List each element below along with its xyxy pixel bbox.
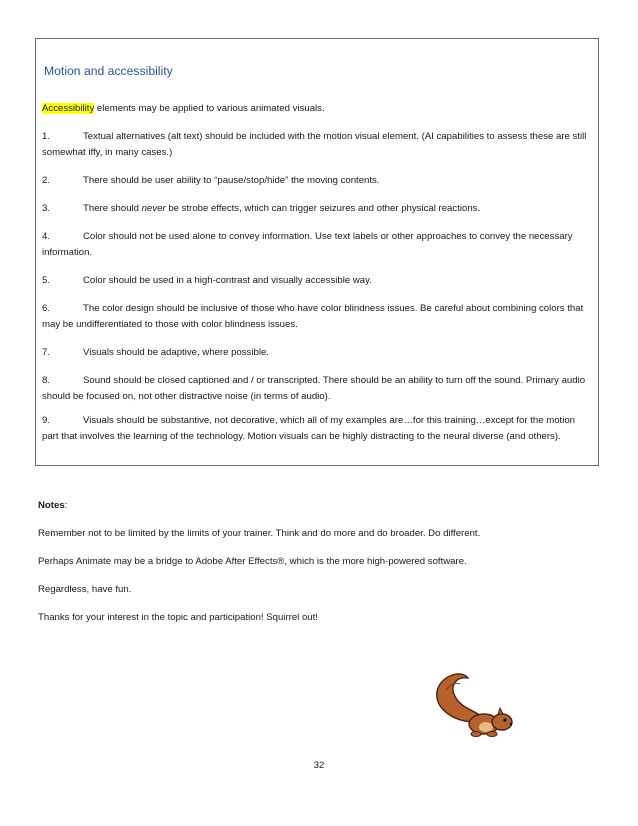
item-number: 2.	[42, 175, 51, 186]
squirrel-icon	[428, 664, 518, 744]
intro-paragraph	[42, 101, 594, 117]
notes-line-3: Regardless, have fun.	[38, 584, 132, 595]
highlighted-term: Accessibility	[42, 103, 95, 114]
intro-text: elements may be applied to various animated visuals.	[94, 103, 325, 114]
item-text-emphasis: never	[141, 203, 166, 214]
list-item-1	[42, 129, 594, 161]
item-text: Sound should be closed captioned and / or transcripted. There should be an ability to turn off the sound. Primary audio should be focused on, not other distractive noise (in terms of audio).	[42, 375, 586, 402]
list-item-6	[42, 301, 594, 333]
list-item-4	[42, 229, 594, 261]
list-item-9	[42, 413, 594, 445]
item-text-pre: There should	[83, 203, 142, 214]
item-number: 6.	[42, 303, 51, 314]
list-item-3	[42, 201, 594, 217]
notes-colon: :	[64, 500, 68, 511]
item-number: 7.	[42, 347, 51, 358]
item-text: Visuals should be adaptive, where possible.	[83, 347, 269, 358]
notes-line-2: Perhaps Animate may be a bridge to Adobe After Effects®, which is the more high-powered software.	[38, 556, 467, 567]
notes-heading	[38, 498, 598, 514]
item-number: 3.	[42, 203, 51, 214]
list-item-2	[42, 173, 594, 189]
item-number: 4.	[42, 231, 51, 242]
item-number: 1.	[42, 131, 51, 142]
item-text: Color should be used in a high-contrast and visually accessible way.	[83, 275, 372, 286]
item-text-post: be strobe effects, which can trigger seizures and other physical reactions.	[165, 203, 481, 214]
notes-line-4: Thanks for your interest in the topic and participation! Squirrel out!	[38, 612, 318, 623]
page-number: 32	[313, 760, 325, 771]
section-title: Motion and accessibility	[44, 64, 173, 78]
item-text: Visuals should be substantive, not decorative, which all of my examples are…for this training…except for the motion part that involves the learning of the technology. Motion visuals can be highly distracting to the neural diverse (and others).	[42, 415, 576, 442]
item-number: 9.	[42, 415, 51, 426]
item-number: 5.	[42, 275, 51, 286]
item-number: 8.	[42, 375, 51, 386]
list-item-8	[42, 373, 594, 405]
item-text: There should be user ability to “pause/stop/hide” the moving contents.	[83, 175, 380, 186]
notes-line-1: Remember not to be limited by the limits of your trainer. Think and do more and do broader. Do different.	[38, 528, 481, 539]
list-item-5	[42, 273, 594, 289]
item-text: The color design should be inclusive of those who have color blindness issues. Be careful about combining colors that may be undifferentiated to those with color blindness issues.	[42, 303, 584, 330]
notes-label: Notes	[38, 500, 65, 511]
item-text: Textual alternatives (alt text) should be included with the motion visual element. (AI capabilities to assess these are still somewhat iffy, in many cases.)	[42, 131, 587, 158]
list-item-7	[42, 345, 594, 361]
item-text: Color should not be used alone to convey information. Use text labels or other approaches to convey the necessary information.	[42, 231, 573, 258]
accessibility-box	[35, 38, 599, 466]
